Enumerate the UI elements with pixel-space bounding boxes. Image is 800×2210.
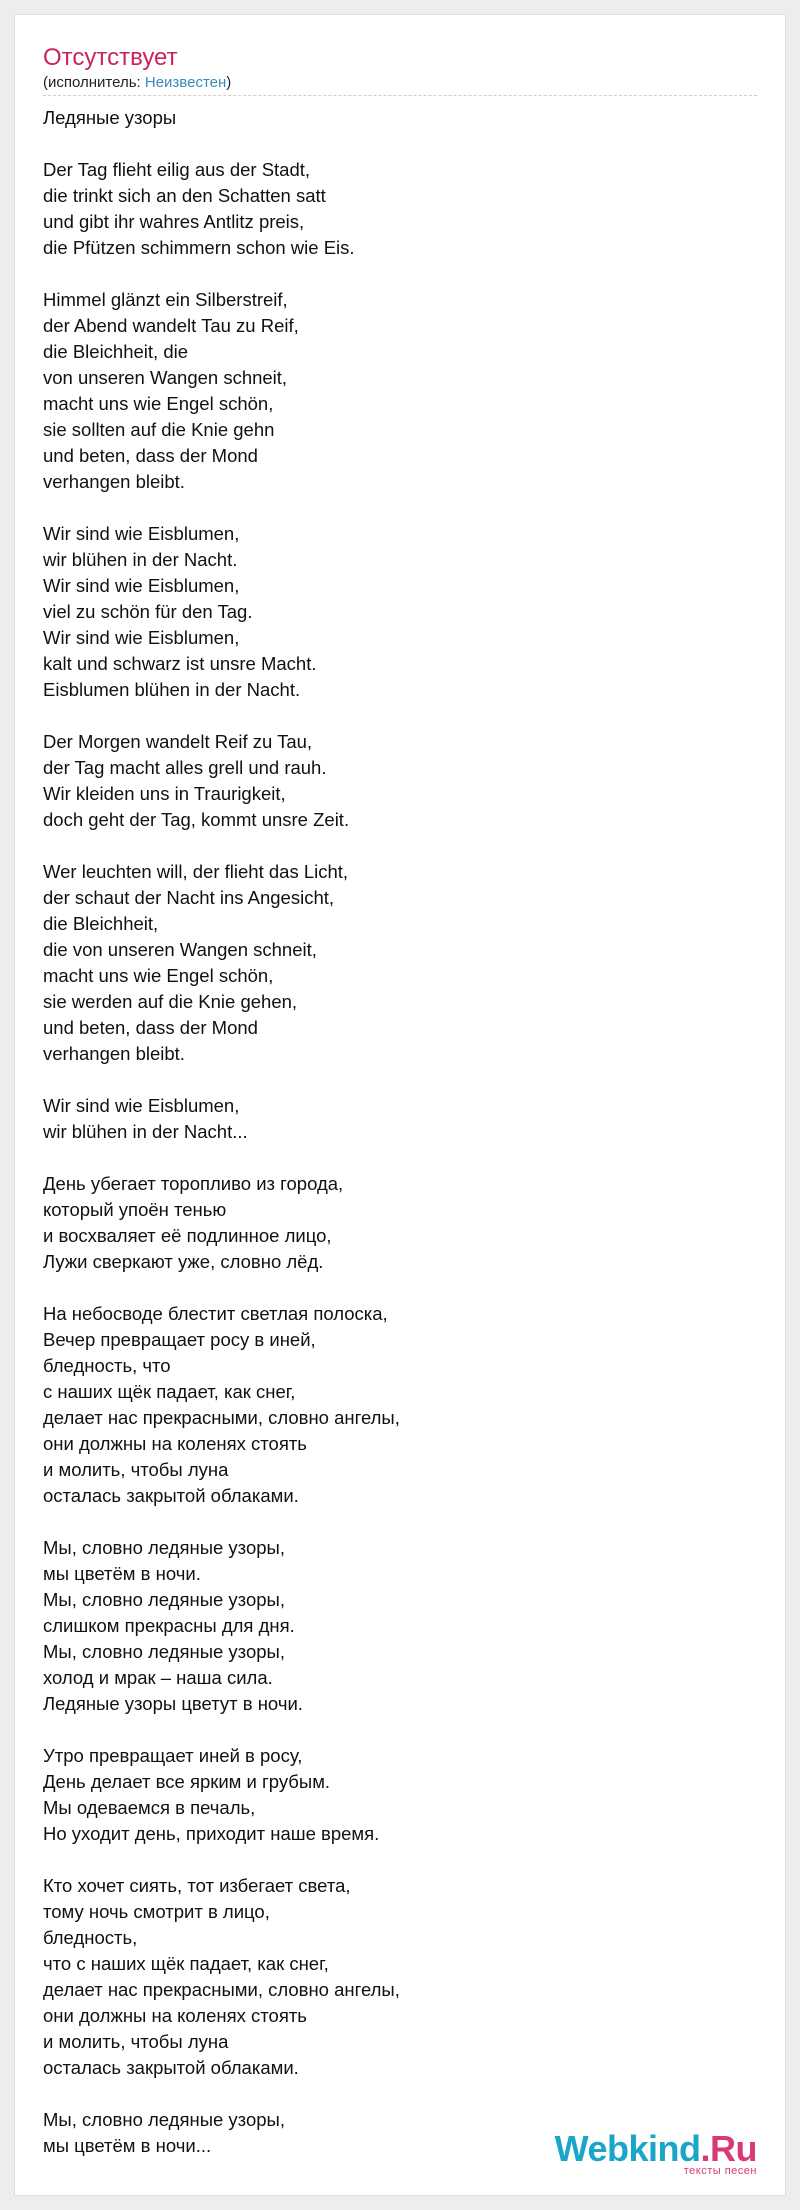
lyrics-text [43, 105, 763, 2159]
lyric-line: Himmel glänzt ein Silberstreif, [43, 289, 288, 310]
lyric-line: verhangen bleibt. [43, 1043, 185, 1064]
lyric-line: мы цветём в ночи... [43, 2135, 212, 2156]
stanza-gap [43, 1067, 763, 1093]
lyric-line: der schaut der Nacht ins Angesicht, [43, 887, 335, 908]
stanza-gap [43, 833, 763, 859]
lyric-line: sie werden auf die Knie gehen, [43, 991, 298, 1012]
lyric-line: слишком прекрасны для дня. [43, 1615, 295, 1636]
lyric-line: Вечер превращает росу в иней, [43, 1329, 316, 1350]
logo-tagline: тексты песен [683, 2165, 757, 2177]
lyric-line: und gibt ihr wahres Antlitz preis, [43, 211, 305, 232]
site-logo[interactable] [555, 2129, 757, 2177]
lyric-line: wir blühen in der Nacht... [43, 1121, 248, 1142]
lyric-line: die trinkt sich an den Schatten satt [43, 185, 326, 206]
lyric-line: холод и мрак – наша сила. [43, 1667, 273, 1688]
lyric-line: Кто хочет сиять, тот избегает света, [43, 1875, 351, 1896]
lyric-line: die Pfützen schimmern schon wie Eis. [43, 237, 355, 258]
lyric-line: Лужи сверкают уже, словно лёд. [43, 1251, 324, 1272]
lyric-line: Wir sind wie Eisblumen, [43, 1095, 240, 1116]
stanza-gap [43, 1847, 763, 1873]
header-divider [43, 95, 757, 96]
lyric-line: Der Tag flieht eilig aus der Stadt, [43, 159, 311, 180]
lyric-line: осталась закрытой облаками. [43, 1485, 299, 1506]
lyric-line: Утро превращает иней в росу, [43, 1745, 303, 1766]
stanza-gap [43, 131, 763, 157]
stanza-gap [43, 1509, 763, 1535]
lyric-line: Мы, словно ледяные узоры, [43, 1537, 285, 1558]
lyric-line: Wir sind wie Eisblumen, [43, 523, 240, 544]
lyric-line: делает нас прекрасными, словно ангелы, [43, 1407, 400, 1428]
lyric-line: Ледяные узоры [43, 107, 177, 128]
lyric-line: Wir kleiden uns in Traurigkeit, [43, 783, 286, 804]
lyric-line: с наших щёк падает, как снег, [43, 1381, 296, 1402]
lyric-line: который упоён тенью [43, 1199, 227, 1220]
lyric-line: Wir sind wie Eisblumen, [43, 575, 240, 596]
lyric-line: что с наших щёк падает, как снег, [43, 1953, 329, 1974]
lyric-line: und beten, dass der Mond [43, 445, 258, 466]
lyric-line: doch geht der Tag, kommt unsre Zeit. [43, 809, 350, 830]
lyric-line: Мы, словно ледяные узоры, [43, 1589, 285, 1610]
lyric-line: мы цветём в ночи. [43, 1563, 201, 1584]
song-title: Отсутствует [43, 44, 178, 71]
lyrics-card [14, 14, 786, 2196]
stanza-gap [43, 1717, 763, 1743]
lyric-line: Der Morgen wandelt Reif zu Tau, [43, 731, 313, 752]
lyric-line: Мы, словно ледяные узоры, [43, 2109, 285, 2130]
stanza-gap [43, 703, 763, 729]
lyric-line: и молить, чтобы луна [43, 2031, 229, 2052]
lyric-line: viel zu schön für den Tag. [43, 601, 253, 622]
stanza-gap [43, 2081, 763, 2107]
lyric-line: Мы одеваемся в печаль, [43, 1797, 256, 1818]
lyric-line: они должны на коленях стоять [43, 1433, 307, 1454]
lyric-line: von unseren Wangen schneit, [43, 367, 288, 388]
lyric-line: осталась закрытой облаками. [43, 2057, 299, 2078]
lyric-line: und beten, dass der Mond [43, 1017, 258, 1038]
lyric-line: они должны на коленях стоять [43, 2005, 307, 2026]
lyric-line: бледность, что [43, 1355, 171, 1376]
lyric-line: Eisblumen blühen in der Nacht. [43, 679, 301, 700]
lyric-line: Мы, словно ледяные узоры, [43, 1641, 285, 1662]
lyric-line: der Tag macht alles grell und rauh. [43, 757, 327, 778]
lyric-line: Wir sind wie Eisblumen, [43, 627, 240, 648]
lyric-line: и восхваляет её подлинное лицо, [43, 1225, 332, 1246]
lyric-line: macht uns wie Engel schön, [43, 393, 274, 414]
stanza-gap [43, 495, 763, 521]
artist-suffix: ) [226, 74, 232, 91]
lyric-line: Ледяные узоры цветут в ночи. [43, 1693, 303, 1714]
lyric-line: День убегает торопливо из города, [43, 1173, 344, 1194]
lyric-line: die von unseren Wangen schneit, [43, 939, 317, 960]
stanza-gap [43, 1145, 763, 1171]
lyric-line: делает нас прекрасными, словно ангелы, [43, 1979, 400, 2000]
lyric-line: и молить, чтобы луна [43, 1459, 229, 1480]
lyric-line: Wer leuchten will, der flieht das Licht, [43, 861, 349, 882]
artist-prefix: (исполнитель: [43, 74, 145, 91]
lyric-line: sie sollten auf die Knie gehn [43, 419, 275, 440]
artist-link[interactable]: Неизвестен [144, 74, 227, 91]
logo-wordmark [555, 2129, 757, 2169]
logo-main: Webkind [554, 2128, 701, 2169]
stanza-gap [43, 261, 763, 287]
stanza-gap [43, 1275, 763, 1301]
lyric-line: wir blühen in der Nacht. [43, 549, 238, 570]
logo-suffix: .Ru [700, 2128, 757, 2169]
lyric-line: verhangen bleibt. [43, 471, 185, 492]
lyric-line: kalt und schwarz ist unsre Macht. [43, 653, 317, 674]
lyric-line: Но уходит день, приходит наше время. [43, 1823, 380, 1844]
artist-line [43, 73, 231, 93]
lyric-line: der Abend wandelt Tau zu Reif, [43, 315, 299, 336]
lyric-line: На небосводе блестит светлая полоска, [43, 1303, 388, 1324]
lyric-line: бледность, [43, 1927, 138, 1948]
lyric-line: macht uns wie Engel schön, [43, 965, 274, 986]
lyric-line: die Bleichheit, [43, 913, 159, 934]
lyric-line: День делает все ярким и грубым. [43, 1771, 331, 1792]
lyric-line: die Bleichheit, die [43, 341, 189, 362]
lyric-line: тому ночь смотрит в лицо, [43, 1901, 270, 1922]
